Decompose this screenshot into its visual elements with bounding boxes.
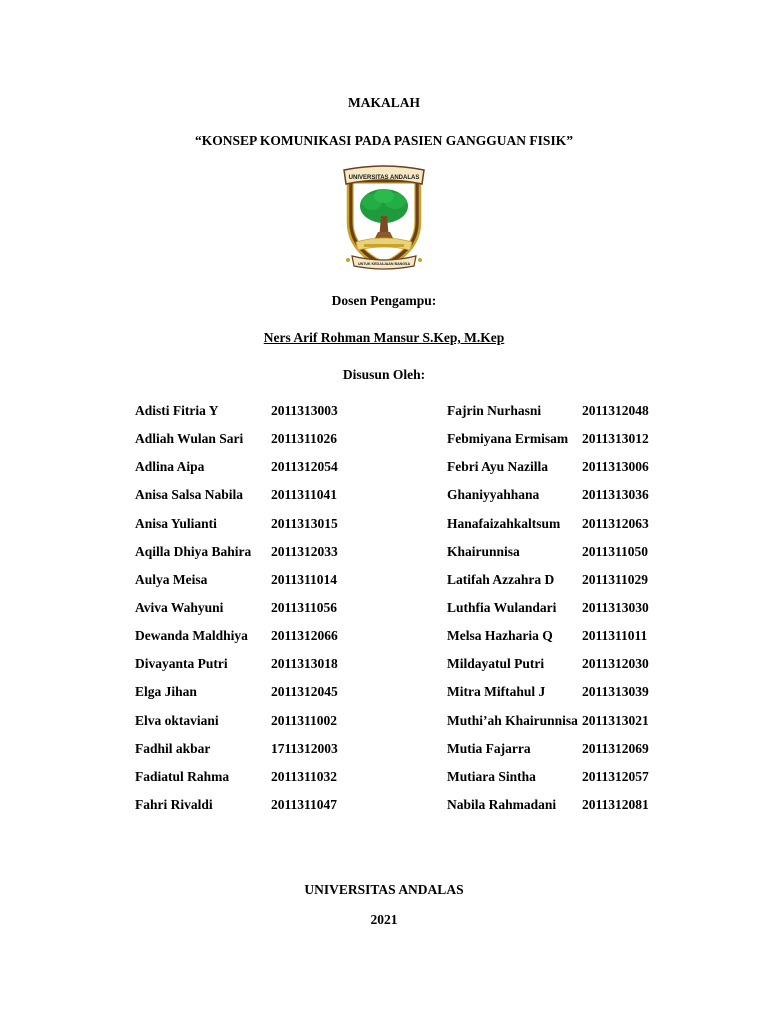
student-name: Anisa Salsa Nabila [135,487,244,503]
student-name: Adliah Wulan Sari [135,431,244,447]
student-nim: 2011311002 [271,712,338,728]
student-nim: 2011312066 [271,628,338,644]
student-name: Elga Jihan [135,684,197,700]
student-name: Latifah Azzahra D [447,571,555,587]
student-name: Nabila Rahmadani [447,796,557,812]
student-name: Mutiara Sintha [447,768,536,784]
authors-label: Disusun Oleh: [342,367,426,382]
student-nim: 2011312045 [271,684,338,700]
student-nim: 2011312069 [582,740,649,756]
student-nim: 2011311032 [271,768,338,784]
lecturer-label: Dosen Pengampu: [331,293,437,308]
student-name: Fadhil akbar [135,740,211,756]
student-name: Dewanda Maldhiya [135,628,248,644]
student-name: Divayanta Putri [135,656,228,672]
institution-name: UNIVERSITAS ANDALAS [304,882,464,897]
lecturer-name: Ners Arif Rohman Mansur S.Kep, M.Kep [263,330,505,345]
student-nim: 2011313021 [582,712,649,728]
document-title: “KONSEP KOMUNIKASI PADA PASIEN GANGGUAN FISIK” [195,133,573,148]
student-nim: 2011311050 [582,543,649,559]
student-nim: 2011312081 [582,796,649,812]
student-name: Aulya Meisa [135,571,208,587]
student-name: Fahri Rivaldi [135,796,213,812]
student-nim: 2011313018 [271,656,338,672]
student-nim: 2011312057 [582,768,649,784]
student-name: Luthfia Wulandari [447,599,557,615]
student-name: Hanafaizahkaltsum [447,515,561,531]
student-nim: 2011313015 [271,515,338,531]
student-name: Mutia Fajarra [447,740,531,756]
document-year: 2021 [370,912,398,927]
student-nim: 2011311011 [582,628,648,644]
student-nim: 2011312048 [582,403,649,418]
student-nim: 2011313036 [582,487,649,503]
student-name: Anisa Yulianti [135,515,217,531]
student-nim: 2011313039 [582,684,649,700]
student-name: Elva oktaviani [135,712,219,728]
student-nim: 2011312033 [271,543,338,559]
student-name: Mitra Miftahul J [447,684,546,700]
student-name: Melsa Hazharia Q [447,628,553,644]
student-nim: 2011311026 [271,431,338,447]
student-name: Khairunnisa [447,543,520,559]
crest-motto-text: UNTUK KEDJAJAAN BANGSA [357,262,411,266]
student-name: Fadiatul Rahma [135,768,230,784]
student-nim: 2011313006 [582,459,649,475]
student-name: Muthi’ah Khairunnisa [447,712,578,728]
student-name: Fajrin Nurhasni [447,403,542,418]
student-nim: 1711312003 [271,740,338,756]
crest-banner-text: UNIVERSITAS ANDALAS [348,175,420,181]
university-crest-icon [342,164,426,272]
document-type-label: MAKALAH [348,95,420,110]
student-nim: 2011311014 [271,571,338,587]
student-nim: 2011312063 [582,515,649,531]
student-name: Ghaniyyahhana [447,487,540,503]
student-name: Mildayatul Putri [447,656,545,672]
student-name: Febmiyana Ermisam [447,431,569,447]
student-name: Febri Ayu Nazilla [447,459,548,475]
student-nim: 2011311041 [271,487,338,503]
student-name: Adlina Aipa [135,459,205,475]
student-name: Aviva Wahyuni [135,599,224,615]
student-nim: 2011313030 [582,599,649,615]
student-nim: 2011313012 [582,431,649,447]
student-nim: 2011312054 [271,459,338,475]
lecturer-line [0,330,768,346]
student-nim: 2011311047 [271,796,338,812]
student-nim: 2011311056 [271,599,338,615]
student-name: Aqilla Dhiya Bahira [135,543,252,559]
student-nim: 2011311029 [582,571,649,587]
student-name: Adisti Fitria Y [135,403,219,418]
student-nim: 2011313003 [271,403,338,418]
student-nim: 2011312030 [582,656,649,672]
